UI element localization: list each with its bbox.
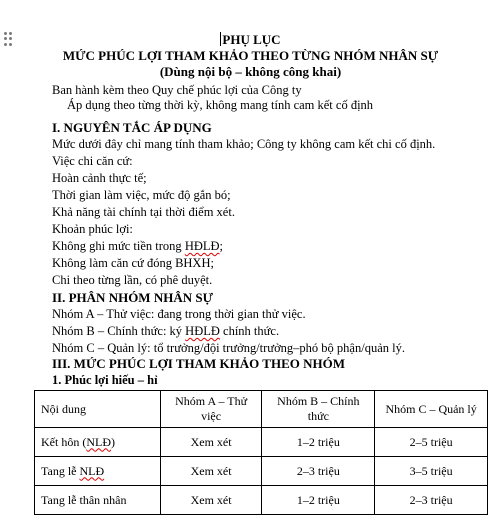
section-1-line: Không ghi mức tiền trong HĐLĐ;	[52, 239, 224, 253]
section-3-heading: III. MỨC PHÚC LỢI THAM KHẢO THEO NHÓM	[52, 356, 345, 371]
table-cell: Kết hôn (NLĐ)	[35, 428, 161, 457]
doc-subtitle: MỨC PHÚC LỢI THAM KHẢO THEO TỪNG NHÓM NHÂN SỰ	[62, 48, 439, 63]
section-3-subheading: 1. Phúc lợi hiếu – hỉ	[52, 373, 158, 387]
doc-title: PHỤ LỤC	[222, 32, 281, 47]
table-header-cell: Nhóm A – Thử việc	[160, 391, 262, 428]
section-1-line: Khoản phúc lợi:	[52, 222, 133, 236]
table-row	[35, 486, 488, 515]
table-cell: Xem xét	[160, 428, 262, 457]
group-b-line: Nhóm B – Chính thức: ký HĐLĐ chính thức.	[52, 324, 280, 338]
group-c-line: Nhóm C – Quản lý: tổ trưởng/đội trưởng/trưởng–phó bộ phận/quản lý.	[52, 341, 405, 355]
table-cell: 1–2 triệu	[262, 428, 375, 457]
group-a-line: Nhóm A – Thử việc: đang trong thời gian thử việc.	[52, 307, 306, 321]
table-cell: 2–5 triệu	[375, 428, 488, 457]
section-1-line: Thời gian làm việc, mức độ gắn bó;	[52, 188, 231, 202]
spellcheck-word[interactable]: HĐLĐ	[184, 239, 220, 253]
section-1-line: Chi theo từng lần, có phê duyệt.	[52, 273, 213, 287]
table-header-row	[35, 391, 488, 428]
section-1-line: Việc chi căn cứ:	[52, 154, 133, 168]
table-row	[35, 457, 488, 486]
section-1-line: Khả năng tài chính tại thời điểm xét.	[52, 205, 235, 219]
table-cell: 2–3 triệu	[375, 486, 488, 515]
section-1-heading: I. NGUYÊN TẮC ÁP DỤNG	[52, 120, 212, 135]
spellcheck-word[interactable]: NLĐ	[79, 463, 105, 478]
table-header-cell: Nhóm B – Chính thức	[262, 391, 375, 428]
section-2-heading: II. PHÂN NHÓM NHÂN SỰ	[52, 290, 213, 305]
table-cell: 1–2 triệu	[262, 486, 375, 515]
benefits-table	[34, 390, 488, 515]
table-row	[35, 428, 488, 457]
intro-line-2: Áp dụng theo từng thời kỳ, không mang tính cam kết cố định	[67, 98, 374, 112]
table-cell: Tang lễ NLĐ	[35, 457, 161, 486]
table-cell: Xem xét	[160, 486, 262, 515]
table-cell: Xem xét	[160, 457, 262, 486]
table-header-cell: Nhóm C – Quản lý	[375, 391, 488, 428]
section-1-line: Không làm căn cứ đóng BHXH;	[52, 256, 214, 270]
intro-line-1: Ban hành kèm theo Quy chế phúc lợi của Công ty	[52, 83, 302, 97]
table-header-cell: Nội dung	[35, 391, 161, 428]
spellcheck-word[interactable]: NLĐ	[86, 434, 111, 449]
doc-note: (Dùng nội bộ – không công khai)	[159, 64, 342, 79]
spellcheck-word[interactable]: HĐLĐ	[185, 324, 220, 338]
table-cell: Tang lễ thân nhân	[35, 486, 161, 515]
section-1-line: Hoàn cảnh thực tế;	[52, 171, 147, 185]
section-1-line: Mức dưới đây chỉ mang tính tham khảo; Công ty không cam kết chi cố định.	[52, 137, 436, 151]
table-cell: 2–3 triệu	[262, 457, 375, 486]
table-cell: 3–5 triệu	[375, 457, 488, 486]
